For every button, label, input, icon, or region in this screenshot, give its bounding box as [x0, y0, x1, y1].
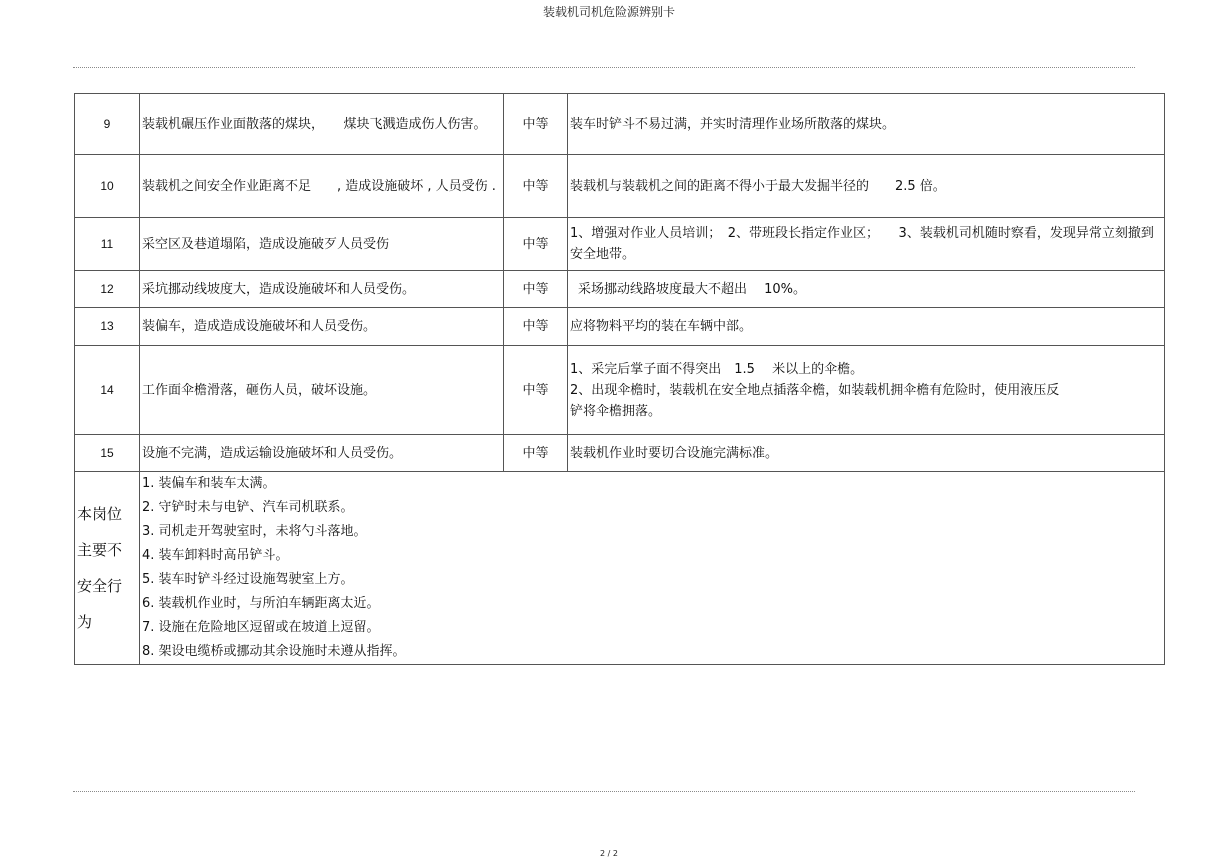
- row-number: 13: [75, 308, 140, 346]
- risk-level: 中等: [504, 218, 568, 271]
- row-number: 14: [75, 346, 140, 435]
- list-item: 5. 装车时铲斗经过设施驾驶室上方。: [142, 572, 354, 587]
- control-measure: 装载机与装载机之间的距离不得小于最大发掘半径的 2.5 倍。: [568, 155, 1165, 218]
- control-measure: 采场挪动线路坡度最大不超出 10%。: [568, 271, 1165, 308]
- table-row: [75, 308, 1165, 346]
- hazard-description: 工作面伞檐滑落，砸伤人员，破坏设施。: [140, 346, 504, 435]
- row-number: 12: [75, 271, 140, 308]
- unsafe-behaviors-row: [75, 472, 1165, 665]
- risk-level: 中等: [504, 308, 568, 346]
- hazard-description: 装载机碾压作业面散落的煤块， 煤块飞溅造成伤人伤害。: [140, 94, 504, 155]
- control-measure: 装车时铲斗不易过满，并实时清理作业场所散落的煤块。: [568, 94, 1165, 155]
- measure-line: 2、出现伞檐时，装载机在安全地点插落伞檐，如装载机拥伞檐有危险时，使用液压反: [570, 382, 1060, 398]
- unsafe-behaviors-label: 本岗位 主要不 安全行 为: [75, 472, 140, 665]
- control-measure: 装载机作业时要切合设施完满标准。: [568, 435, 1165, 472]
- hazard-description: 设施不完满，造成运输设施破坏和人员受伤。: [140, 435, 504, 472]
- hazard-description: 装载机之间安全作业距离不足 , 造成设施破坏 , 人员受伤 .: [140, 155, 504, 218]
- table-row: [75, 346, 1165, 435]
- row-number: 11: [75, 218, 140, 271]
- list-item: 4. 装车卸料时高吊铲斗。: [142, 548, 289, 563]
- unsafe-behaviors-list: [140, 472, 1165, 665]
- page-number: 2 / 2: [600, 849, 618, 858]
- row-number: 15: [75, 435, 140, 472]
- hazard-description: 装偏车，造成造成设施破坏和人员受伤。: [140, 308, 504, 346]
- risk-level: 中等: [504, 155, 568, 218]
- table-row: [75, 271, 1165, 308]
- footer-rule: [73, 791, 1135, 792]
- list-item: 8. 架设电缆桥或挪动其余设施时未遵从指挥。: [142, 644, 406, 659]
- table-row: [75, 155, 1165, 218]
- hazard-description: 采坑挪动线坡度大，造成设施破坏和人员受伤。: [140, 271, 504, 308]
- table-row: [75, 94, 1165, 155]
- list-item: 2. 守铲时未与电铲、汽车司机联系。: [142, 500, 354, 515]
- risk-level: 中等: [504, 94, 568, 155]
- row-number: 9: [75, 94, 140, 155]
- list-item: 6. 装载机作业时，与所泊车辆距离太近。: [142, 596, 380, 611]
- hazard-description: 采空区及巷道塌陷，造成设施破歹人员受伤: [140, 218, 504, 271]
- risk-level: 中等: [504, 271, 568, 308]
- page-header-title: 装载机司机危险源辨别卡: [542, 5, 675, 19]
- hazard-table: [74, 93, 1165, 665]
- table-row: [75, 435, 1165, 472]
- row-number: 10: [75, 155, 140, 218]
- list-item: 3. 司机走开驾驶室时，未将勺斗落地。: [142, 524, 367, 539]
- measure-line: 1、采完后掌子面不得突出 1.5 米以上的伞檐。: [570, 361, 864, 377]
- control-measure: [568, 346, 1165, 435]
- risk-level: 中等: [504, 435, 568, 472]
- control-measure: 1、增强对作业人员培训； 2、带班段长指定作业区； 3、装载机司机随时察看，发现异常立刻撤到安全地带。: [568, 218, 1165, 271]
- list-item: 1. 装偏车和装车太满。: [142, 476, 276, 491]
- table-row: [75, 218, 1165, 271]
- header-rule: [73, 67, 1135, 68]
- risk-level: 中等: [504, 346, 568, 435]
- control-measure: 应将物料平均的装在车辆中部。: [568, 308, 1165, 346]
- list-item: 7. 设施在危险地区逗留或在坡道上逗留。: [142, 620, 380, 635]
- measure-line: 铲将伞檐拥落。: [570, 403, 662, 419]
